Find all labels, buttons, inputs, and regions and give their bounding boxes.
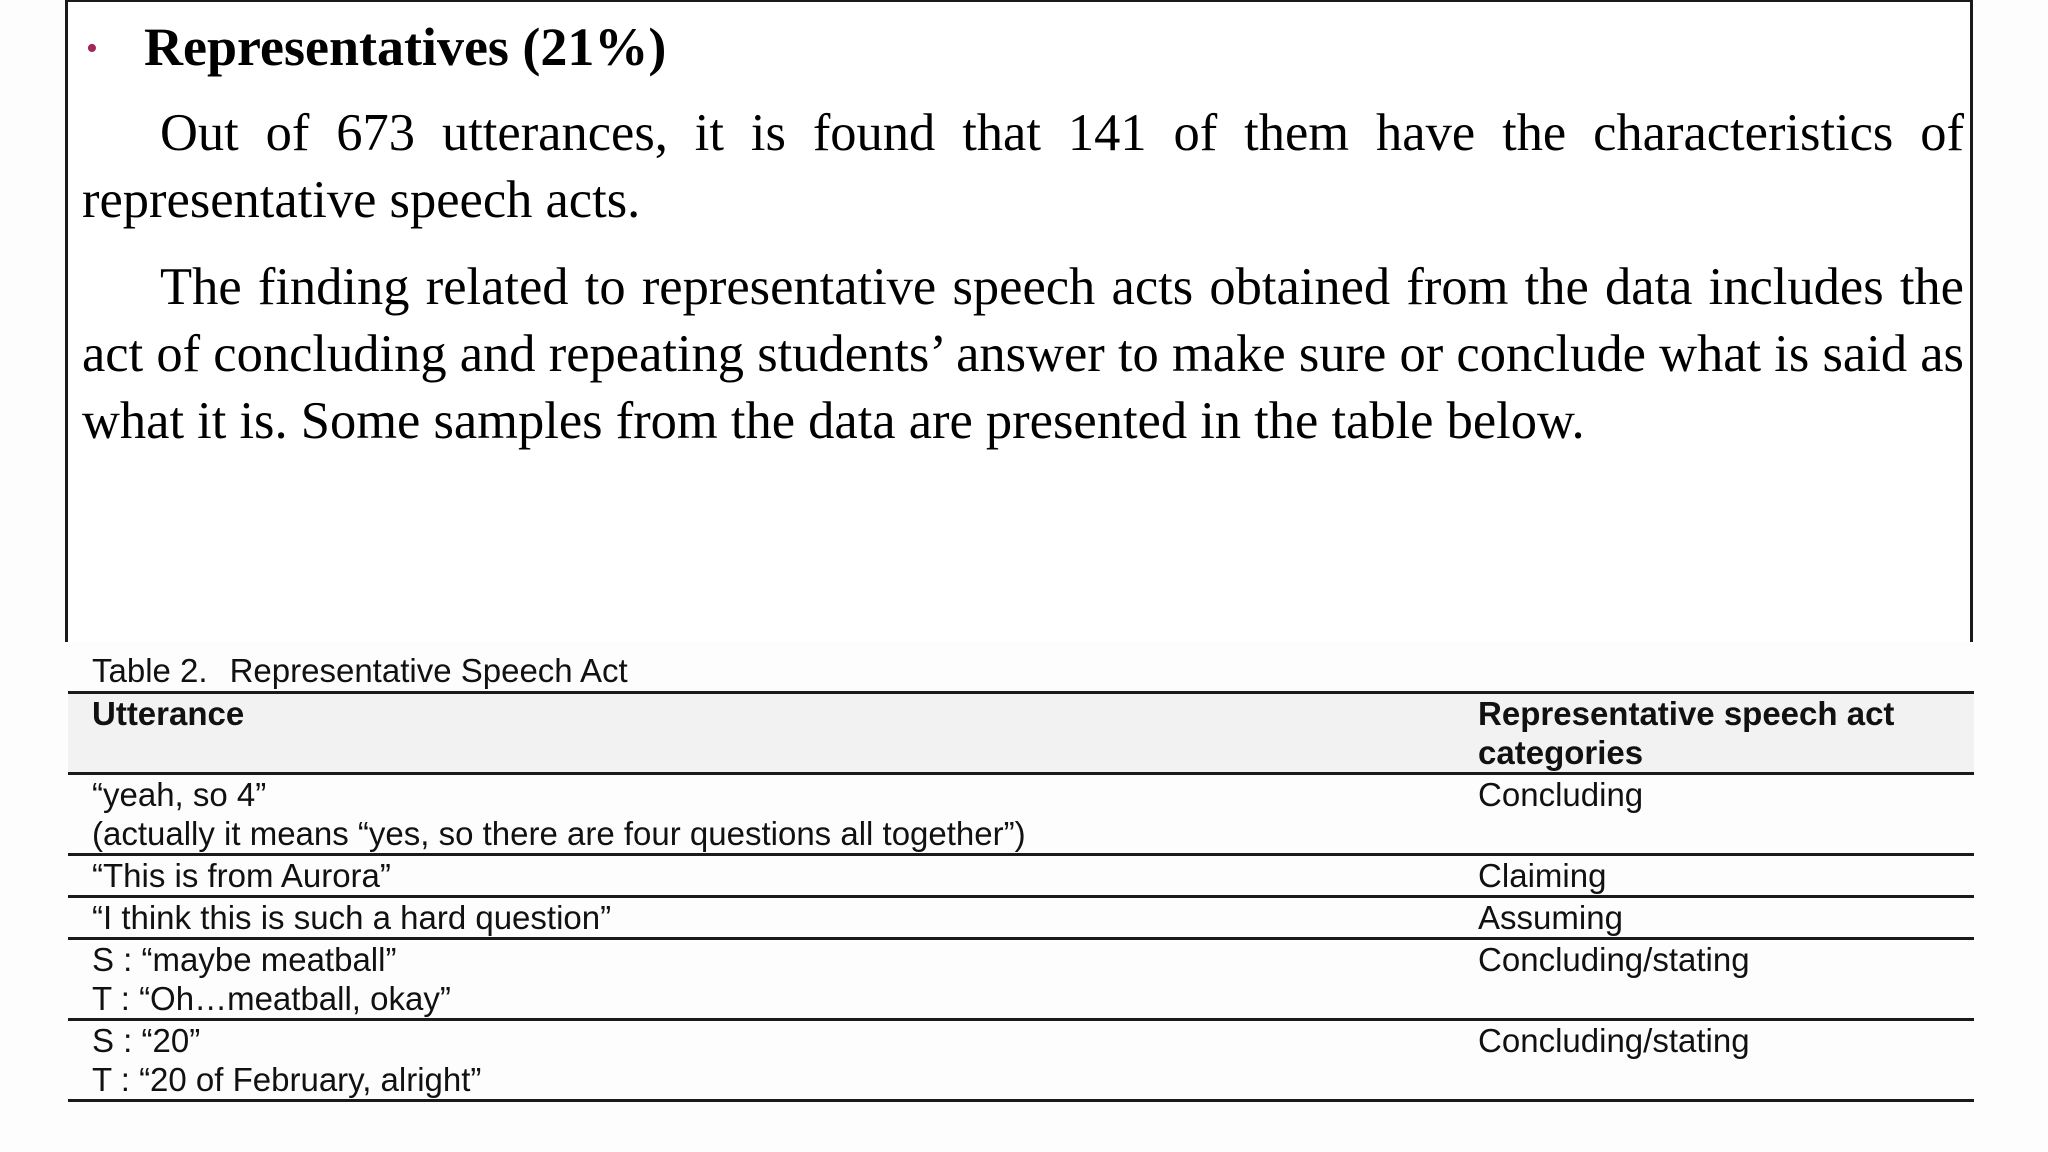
utterance-cell — [68, 1020, 1454, 1101]
section-heading: Representatives (21%) — [144, 17, 667, 77]
header-category: Representative speech act categories — [1478, 695, 1895, 771]
paragraph-finding: The finding related to representative speech acts obtained from the data includes the act of concluding and repeating students’ answer to make sure or conclude what is said as what it is. Some samples from the data are presented in the table below. — [82, 258, 1964, 450]
table-caption-title: Representative Speech Act — [229, 652, 628, 689]
utterance-line: “I think this is such a hard question” — [92, 899, 612, 936]
utterance-line: (actually it means “yes, so there are four questions all together”) — [92, 815, 1026, 852]
text-frame — [65, 0, 1973, 642]
category-cell: Claiming — [1478, 857, 1607, 894]
utterance-line: T : “20 of February, alright” — [92, 1061, 482, 1098]
category-cell: Concluding — [1478, 776, 1644, 813]
utterance-line: “yeah, so 4” — [92, 776, 267, 813]
utterance-line: S : “20” — [92, 1022, 201, 1059]
bullet-icon: • — [86, 30, 98, 67]
utterance-line: S : “maybe meatball” — [92, 941, 397, 978]
utterance-cell — [68, 774, 1454, 855]
table-row — [68, 855, 1974, 897]
category-cell: Concluding/stating — [1478, 1022, 1750, 1059]
section-heading-row — [86, 12, 666, 82]
utterance-cell — [68, 939, 1454, 1020]
table-header-row — [68, 693, 1974, 774]
table-caption — [92, 652, 628, 690]
table-caption-number: Table 2. — [92, 652, 208, 689]
table-row — [68, 1020, 1974, 1101]
header-utterance: Utterance — [92, 695, 245, 732]
paragraph-count: Out of 673 utterances, it is found that 141 of them have the characteristics of representative speech acts. — [82, 104, 1964, 229]
utterance-line: T : “Oh…meatball, okay” — [92, 980, 451, 1017]
table-row — [68, 774, 1974, 855]
utterance-cell — [68, 855, 1454, 897]
table-row — [68, 897, 1974, 939]
speech-act-table — [68, 691, 1974, 1102]
category-cell: Assuming — [1478, 899, 1623, 936]
table-row — [68, 939, 1974, 1020]
utterance-line: “This is from Aurora” — [92, 857, 391, 894]
utterance-cell — [68, 897, 1454, 939]
category-cell: Concluding/stating — [1478, 941, 1750, 978]
